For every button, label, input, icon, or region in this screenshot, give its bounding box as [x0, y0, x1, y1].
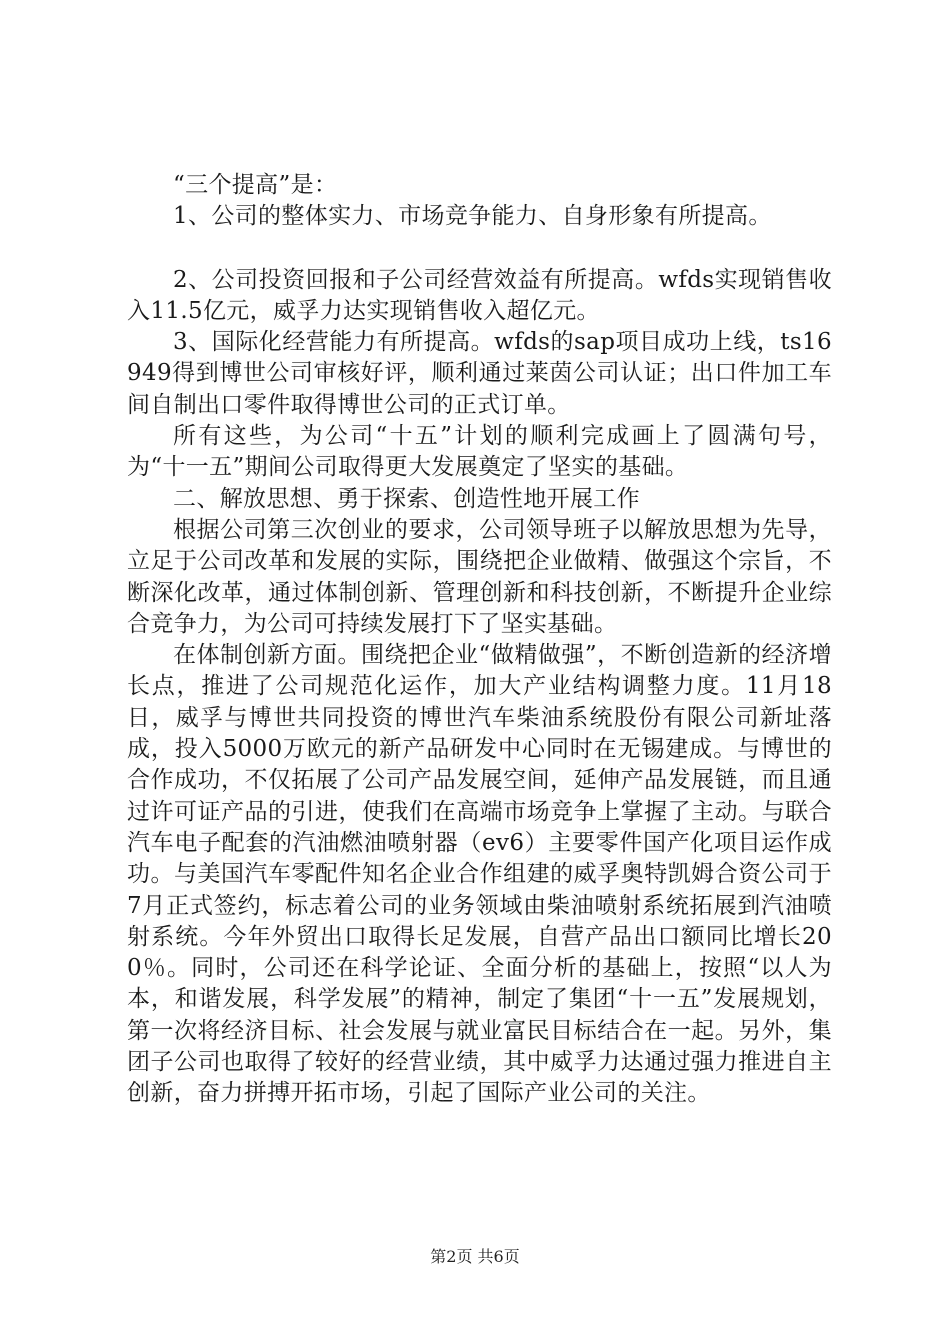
paragraph-three-improvements-heading: “三个提高”是：: [173, 172, 338, 198]
paragraph-summary: 所有这些，为公司“十五”计划的顺利完成画上了圆满句号，为“十一五”期间公司取得更大发展奠定了坚实的基础。: [127, 423, 832, 481]
paragraph-system-innovation: 在体制创新方面。围绕把企业“做精做强”，不断创造新的经济增长点，推进了公司规范化运作，加大产业结构调整力度。11月18日，威孚与博世共同投资的博世汽车柴油系统股份有限公司新址落成，投入5000万欧元的新产品研发中心同时在无锡建成。与博世的合作成功，不仅拓展了公司产品发展空间，延伸产品发展链，而且通过许可证产品的引进，使我们在高端市场竞争上掌握了主动。与联合汽车电子配套的汽油燃油喷射器（ev6）主要零件国产化项目运作成功。与美国汽车零配件知名企业合作组建的威孚奥特凯姆合资公司于7月正式签约，标志着公司的业务领域由柴油喷射系统拓展到汽油喷射系统。今年外贸出口取得长足发展，自营产品出口额同比增长200％。同时，公司还在科学论证、全面分析的基础上，按照“以人为本，和谐发展，科学发展”的精神，制定了集团“十一五”发展规划，第一次将经济目标、社会发展与就业富民目标结合在一起。另外，集团子公司也取得了较好的经营业绩，其中威孚力达通过强力推进自主创新，奋力拼搏开拓市场，引起了国际产业公司的关注。: [127, 642, 832, 1107]
document-body: [127, 170, 832, 1110]
section-heading-2: 二、解放思想、勇于探索、创造性地开展工作: [173, 485, 640, 512]
paragraph-third-venture: 根据公司第三次创业的要求，公司领导班子以解放思想为先导，立足于公司改革和发展的实际，围绕把企业做精、做强这个宗旨，不断深化改革，通过体制创新、管理创新和科技创新，不断提升企业综合竞争力，为公司可持续发展打下了坚实基础。: [127, 516, 832, 637]
paragraph-improvement-3: 3、国际化经营能力有所提高。wfds的sap项目成功上线，ts16949得到博世公司审核好评，顺利通过莱茵公司认证；出口件加工车间自制出口零件取得博世公司的正式订单。: [127, 329, 832, 418]
page-footer: 第2页 共6页: [430, 1247, 520, 1266]
paragraph-improvement-1: 1、公司的整体实力、市场竞争能力、自身形象有所提高。: [173, 203, 772, 230]
paragraph-improvement-2: 2、公司投资回报和子公司经营效益有所提高。wfds实现销售收入11.5亿元，威孚力达实现销售收入超亿元。: [127, 266, 832, 324]
